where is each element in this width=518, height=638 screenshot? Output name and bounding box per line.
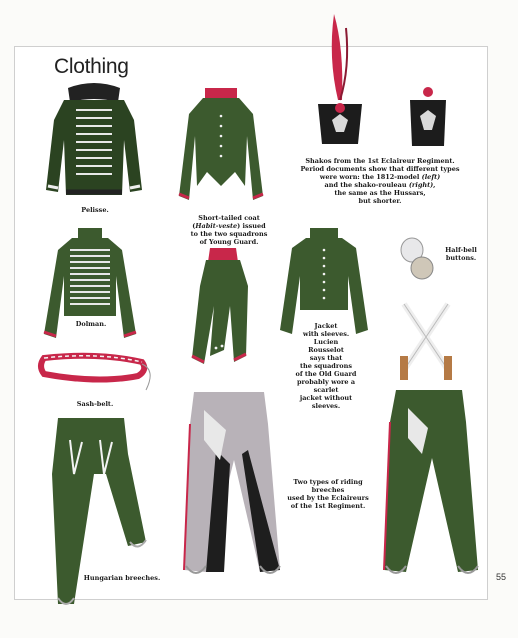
shako-caption-line4a: and the shako-rouleau (324, 181, 409, 189)
caption-sash-belt: Sash-belt. (76, 400, 114, 408)
shako-caption-line1: Shakos from the 1st Eclaireur Regiment. (305, 157, 455, 165)
jacket-caption-line6: the squadrons (300, 362, 352, 370)
page-title: Clothing (54, 55, 129, 78)
breeches-caption-line3: of the 1st Regiment. (290, 502, 366, 510)
caption-dolman: Dolman. (75, 320, 107, 328)
braces-illustration (394, 300, 458, 384)
caption-shakos (300, 157, 460, 205)
page-number: 55 (495, 572, 506, 582)
shako-rouleau-illustration (404, 86, 452, 150)
breeches-caption-line2: used by the Eclaireurs (287, 494, 369, 502)
jacket-caption-line3: Lucien (313, 338, 339, 346)
jacket-caption-line2: with sleeves. (302, 330, 350, 338)
coat-back-illustration (186, 246, 252, 368)
pelisse-illustration (38, 80, 150, 200)
shako-caption-line6: but shorter. (358, 197, 402, 205)
caption-pelisse: Pelisse. (81, 206, 109, 214)
short-tailed-coat-illustration (175, 86, 267, 212)
coat-caption-line1: Short-tailed coat (198, 214, 260, 222)
jacket-caption-line9: jacket without sleeves. (299, 394, 353, 410)
jacket-caption-line8: probably wore a scarlet (296, 378, 356, 394)
shako-caption-line5: the same as the Hussars, (334, 189, 426, 197)
shako-caption-line3a: were worn: the 1812-model (319, 173, 422, 181)
coat-caption-italic: Habit-veste (195, 222, 238, 230)
jacket-caption-line4: Rousselot (308, 346, 344, 354)
jacket-caption-line7: of the Old Guard (295, 370, 357, 378)
shako-caption-line4b: (right) (408, 181, 434, 189)
coat-caption-line3: to the two squadrons (190, 230, 268, 238)
coat-caption-line2: ) issued (237, 222, 266, 230)
sash-belt-illustration (38, 350, 156, 394)
caption-half-bell-buttons (436, 246, 486, 262)
breeches-caption-line1: Two types of riding breeches (293, 478, 363, 494)
jacket-caption-line1: Jacket (314, 322, 338, 330)
grey-riding-breeches-illustration (176, 390, 286, 582)
caption-riding-breeches (278, 478, 378, 510)
green-riding-breeches-illustration (376, 388, 484, 582)
halfbell-caption-line1: Half-bell (445, 246, 477, 254)
shako-caption-line3b: (left) (421, 173, 441, 181)
shako-1812-illustration (310, 8, 370, 148)
caption-jacket-with-sleeves (286, 322, 366, 410)
caption-short-tailed-coat: Short-tailed coat (Habit-veste) issued to the two squadrons of Young Guard. (190, 214, 268, 246)
shako-caption-line4c: , (433, 181, 436, 189)
caption-hungarian-breeches: Hungarian breeches. (83, 574, 161, 582)
halfbell-caption-line2: buttons. (445, 254, 477, 262)
coat-caption-line4: of Young Guard. (199, 238, 259, 246)
half-bell-buttons-illustration (398, 234, 438, 284)
jacket-caption-line5: says that (309, 354, 343, 362)
shako-caption-line2: Period documents show that different types (300, 165, 460, 173)
